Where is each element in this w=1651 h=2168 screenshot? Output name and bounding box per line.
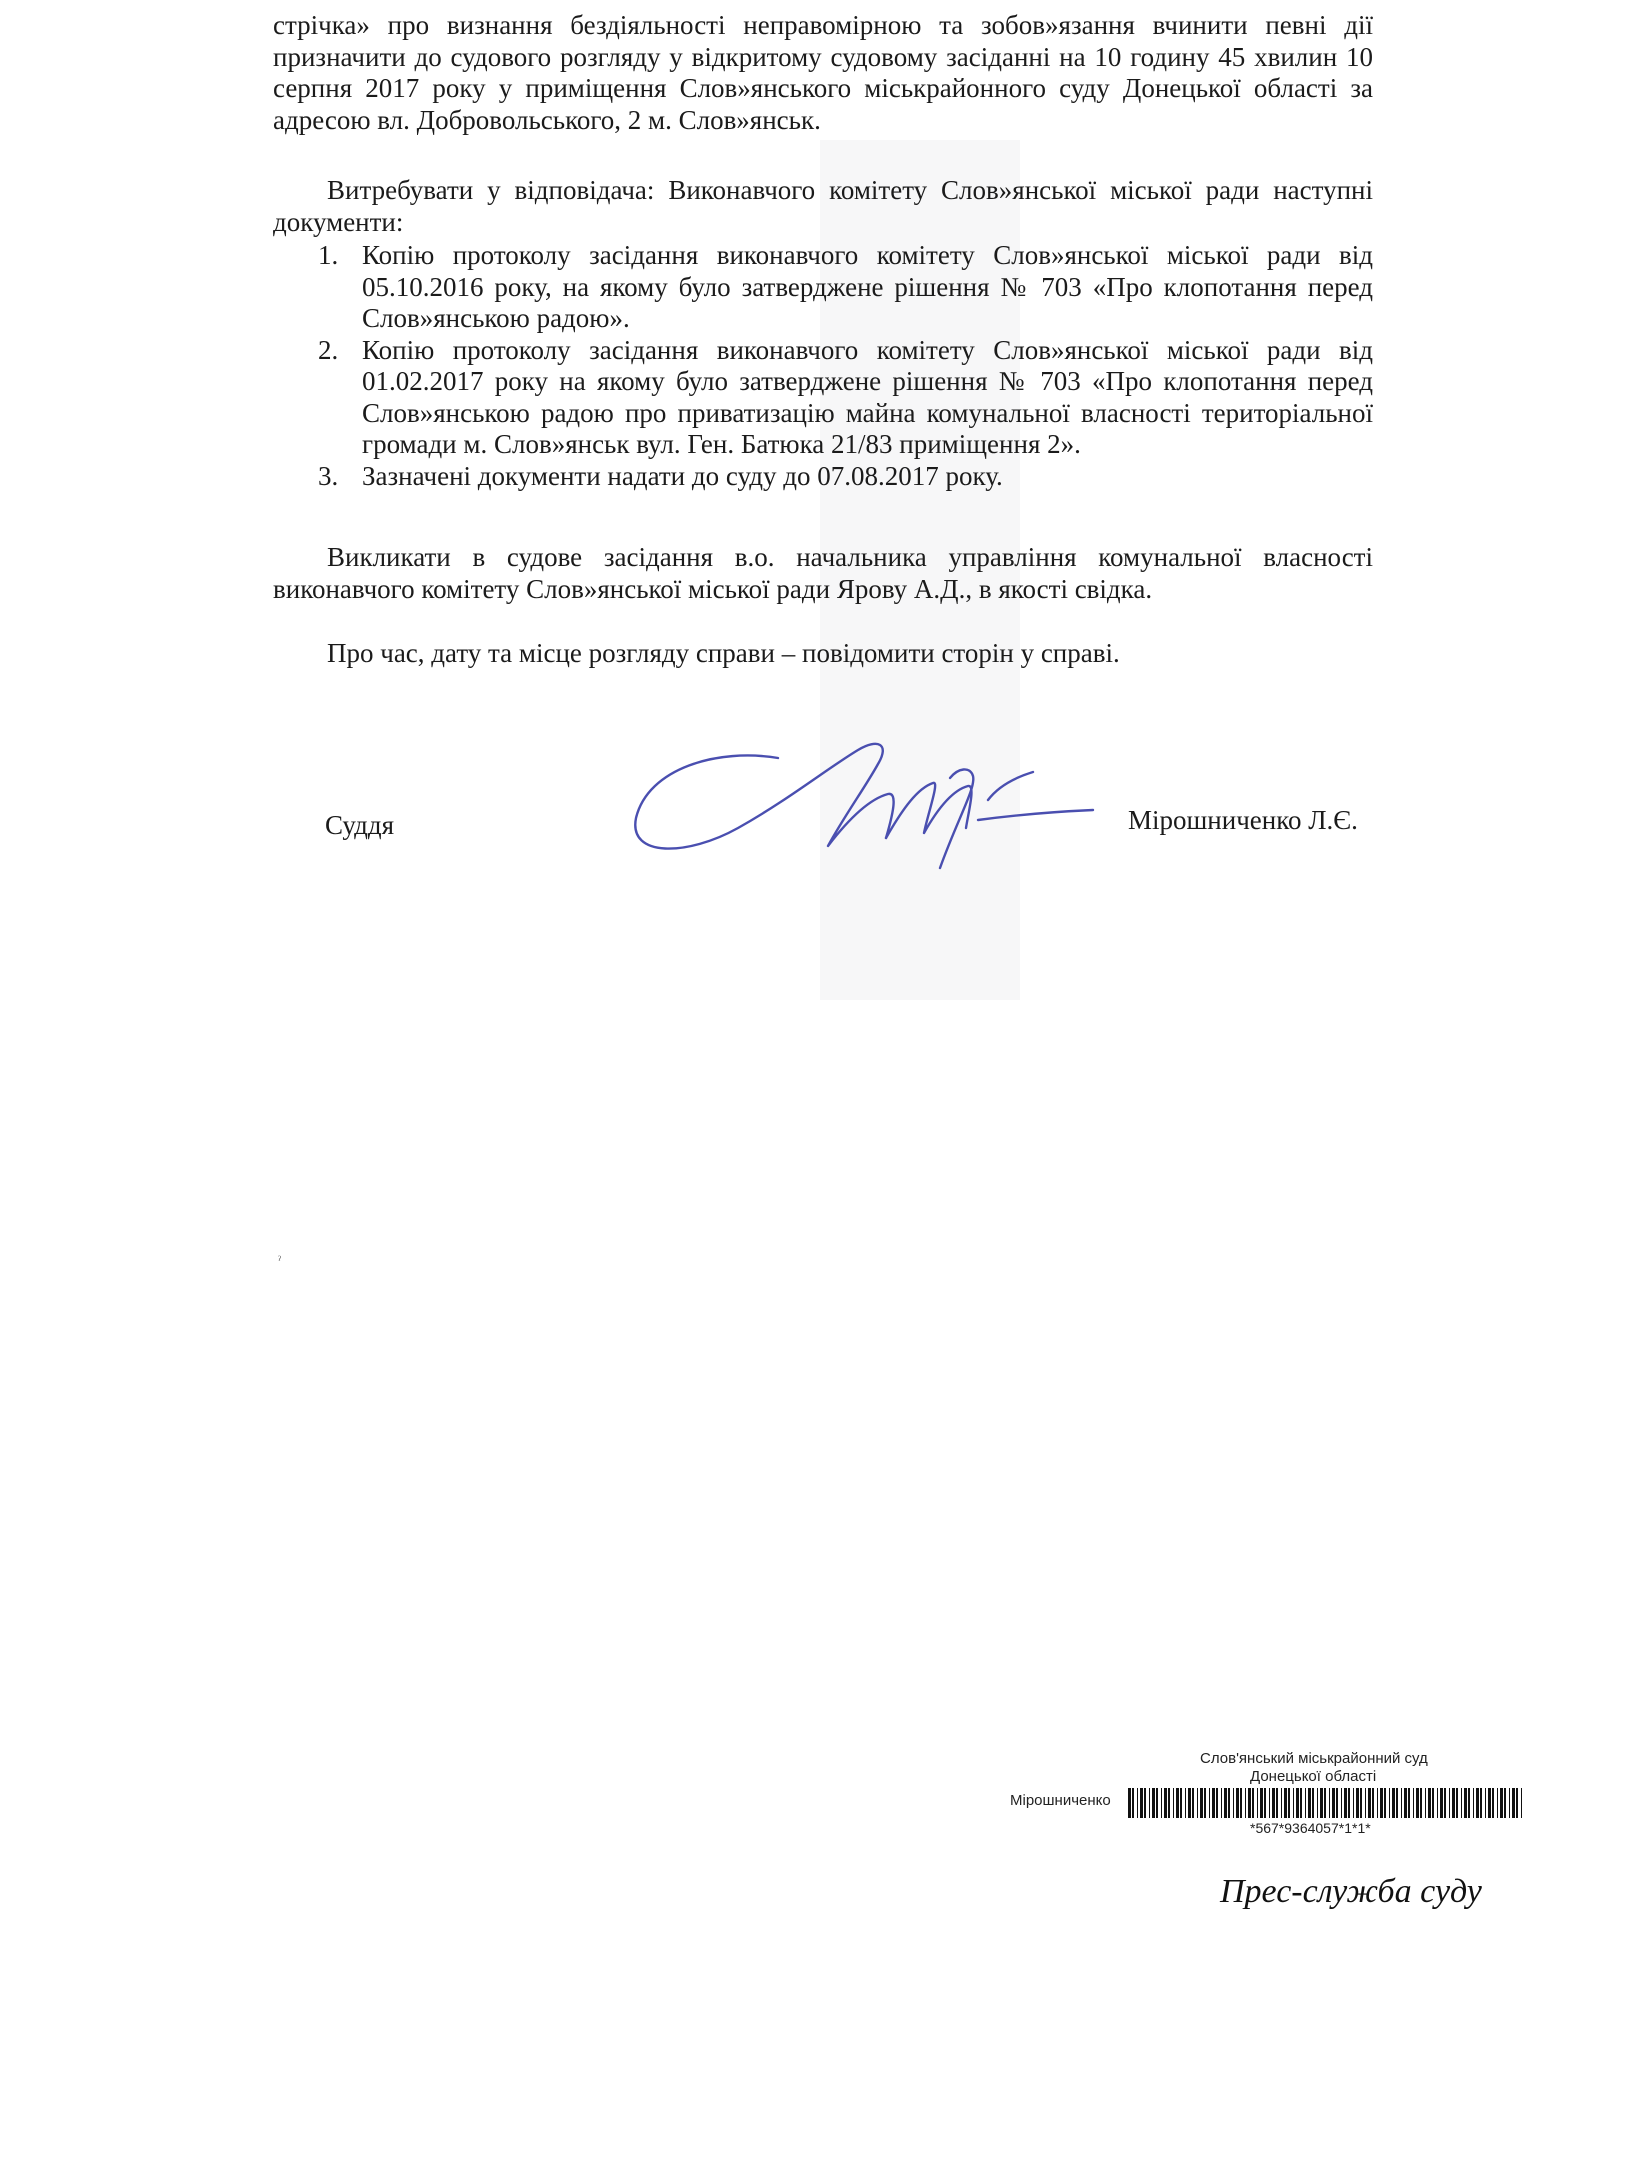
- stray-mark: ˀ: [278, 1253, 281, 1267]
- barcode-bar: [1461, 1788, 1462, 1818]
- barcode-bar: [1204, 1788, 1206, 1818]
- barcode-bar: [1449, 1788, 1450, 1818]
- judge-name: Мірошниченко Л.Є.: [1128, 805, 1358, 835]
- barcode-bar: [1521, 1788, 1522, 1818]
- barcode-bar: [1252, 1788, 1254, 1818]
- barcode-bar: [1264, 1788, 1266, 1818]
- barcode-bar: [1389, 1788, 1390, 1818]
- barcode-bar: [1456, 1788, 1458, 1818]
- barcode-bar: [1188, 1788, 1191, 1818]
- barcode-bar: [1192, 1788, 1194, 1818]
- barcode-bar: [1288, 1788, 1290, 1818]
- barcode-bar: [1221, 1788, 1222, 1818]
- list-item-text: Копію протоколу засідання виконавчого комітету Слов»янської міської ради від 05.10.2016 року, на якому було затверджене рішення № 703 «Про клопотання перед Слов»янською радою».: [362, 240, 1373, 333]
- barcode-bar: [1413, 1788, 1414, 1818]
- witness-text: Викликати в судове засідання в.о. начальника управління комунальної власності виконавчого комітету Слов»янської міської ради Ярову А.Д., в якості свідка.: [273, 542, 1373, 604]
- barcode-bar: [1308, 1788, 1311, 1818]
- documents-list: [318, 240, 1373, 492]
- barcode-bar: [1428, 1788, 1431, 1818]
- list-item-text: Копію протоколу засідання виконавчого комітету Слов»янської міської ради від 01.02.2017 року на якому було затверджене рішення № 703 «Про клопотання перед Слов»янською радою про приватизацію майна комунальної власності територіальної громади м. Слов»янськ вул. Ген. Батюка 21/83 приміщення 2».: [362, 334, 1373, 459]
- barcode-bar: [1437, 1788, 1438, 1818]
- barcode-bar: [1401, 1788, 1402, 1818]
- barcode-bar: [1281, 1788, 1282, 1818]
- barcode-bar: [1485, 1788, 1486, 1818]
- witness-paragraph: [273, 542, 1373, 605]
- barcode-bar: [1144, 1788, 1146, 1818]
- list-item-number: 1.: [318, 240, 339, 270]
- barcode-bar: [1132, 1788, 1134, 1818]
- barcode-bar: [1468, 1788, 1470, 1818]
- barcode-bar: [1497, 1788, 1498, 1818]
- barcode-bar: [1396, 1788, 1398, 1818]
- barcode-bar: [1377, 1788, 1378, 1818]
- barcode-bar: [1512, 1788, 1515, 1818]
- judge-label: Суддя: [325, 810, 395, 840]
- barcode-bar: [1269, 1788, 1270, 1818]
- barcode-bar: [1224, 1788, 1227, 1818]
- barcode-bar: [1156, 1788, 1158, 1818]
- barcode-bar: [1276, 1788, 1278, 1818]
- barcode-bar: [1360, 1788, 1362, 1818]
- barcode-bar: [1305, 1788, 1306, 1818]
- barcode-bar: [1180, 1788, 1182, 1818]
- barcode-bar: [1372, 1788, 1374, 1818]
- barcode-bar: [1452, 1788, 1455, 1818]
- barcode-bar: [1392, 1788, 1395, 1818]
- barcode-bar: [1236, 1788, 1239, 1818]
- hearing-paragraph: [273, 10, 1373, 136]
- barcode-bar: [1336, 1788, 1338, 1818]
- barcode-bar: [1365, 1788, 1366, 1818]
- notify-paragraph: [273, 638, 1373, 670]
- barcode-bar: [1260, 1788, 1263, 1818]
- barcode-bar: [1137, 1788, 1138, 1818]
- barcode-bar: [1425, 1788, 1426, 1818]
- list-item-text: Зазначені документи надати до суду до 07.08.2017 року.: [362, 460, 1003, 491]
- barcode-bar: [1432, 1788, 1434, 1818]
- barcode-bar: [1488, 1788, 1491, 1818]
- barcode-bar: [1176, 1788, 1179, 1818]
- court-barcode-stamp: [1010, 1750, 1530, 1850]
- barcode-bar: [1344, 1788, 1347, 1818]
- notify-text: Про час, дату та місце розгляду справи – повідомити сторін у справі.: [327, 638, 1120, 668]
- barcode-bar: [1173, 1788, 1174, 1818]
- list-item: [318, 335, 1373, 461]
- request-text: Витребувати у відповідача: Виконавчого комітету Слов»янської міської ради наступні документи:: [273, 175, 1373, 237]
- barcode-bar: [1212, 1788, 1215, 1818]
- barcode-bar: [1152, 1788, 1155, 1818]
- barcode: [1126, 1788, 1526, 1818]
- barcode-bar: [1257, 1788, 1258, 1818]
- barcode-bar: [1492, 1788, 1494, 1818]
- barcode-bar: [1300, 1788, 1302, 1818]
- barcode-bar: [1233, 1788, 1234, 1818]
- hearing-text: стрічка» про визнання бездіяльності неправомірною та зобов»язання вчинити певні дії призначити до судового розгляду у відкритому судовому засіданні на 10 годину 45 хвилин 10 серпня 2017 року у приміщення Слов»янського міськрайонного суду Донецької області за адресою вл. Добровольського, 2 м. Слов»янськ.: [273, 10, 1373, 135]
- barcode-bar: [1140, 1788, 1143, 1818]
- barcode-bar: [1284, 1788, 1287, 1818]
- barcode-bar: [1408, 1788, 1410, 1818]
- barcode-bar: [1272, 1788, 1275, 1818]
- barcode-bar: [1317, 1788, 1318, 1818]
- barcode-bar: [1168, 1788, 1170, 1818]
- barcode-bar: [1293, 1788, 1294, 1818]
- barcode-bar: [1248, 1788, 1251, 1818]
- barcode-bar: [1128, 1788, 1131, 1818]
- barcode-bar: [1164, 1788, 1167, 1818]
- barcode-bar: [1197, 1788, 1198, 1818]
- barcode-bar: [1500, 1788, 1503, 1818]
- barcode-bar: [1296, 1788, 1299, 1818]
- barcode-bar: [1185, 1788, 1186, 1818]
- barcode-bar: [1416, 1788, 1419, 1818]
- barcode-bar: [1368, 1788, 1371, 1818]
- barcode-bar: [1384, 1788, 1386, 1818]
- list-item-number: 3.: [318, 460, 339, 491]
- list-item: [318, 240, 1373, 335]
- barcode-bar: [1161, 1788, 1162, 1818]
- stamp-region: Донецької області: [1250, 1768, 1377, 1785]
- barcode-bar: [1480, 1788, 1482, 1818]
- barcode-bar: [1332, 1788, 1335, 1818]
- barcode-bar: [1209, 1788, 1210, 1818]
- barcode-bar: [1348, 1788, 1350, 1818]
- barcode-bar: [1324, 1788, 1326, 1818]
- press-service-label: Прес-служба суду: [1220, 1873, 1482, 1910]
- judge-signature: [628, 728, 1098, 878]
- barcode-bar: [1245, 1788, 1246, 1818]
- barcode-bar: [1516, 1788, 1518, 1818]
- list-item: [318, 461, 1373, 493]
- barcode-bar: [1504, 1788, 1506, 1818]
- barcode-bar: [1353, 1788, 1354, 1818]
- list-item-number: 2.: [318, 334, 339, 365]
- barcode-bar: [1320, 1788, 1323, 1818]
- barcode-bar: [1312, 1788, 1314, 1818]
- barcode-bar: [1444, 1788, 1446, 1818]
- barcode-bar: [1476, 1788, 1479, 1818]
- barcode-bar: [1404, 1788, 1407, 1818]
- barcode-bar: [1473, 1788, 1474, 1818]
- barcode-bar: [1228, 1788, 1230, 1818]
- barcode-bar: [1380, 1788, 1383, 1818]
- barcode-bar: [1200, 1788, 1203, 1818]
- barcode-bar: [1420, 1788, 1422, 1818]
- request-paragraph: [273, 175, 1373, 238]
- barcode-bar: [1240, 1788, 1242, 1818]
- barcode-code: *567*9364057*1*1*: [1250, 1820, 1371, 1836]
- barcode-bar: [1341, 1788, 1342, 1818]
- barcode-bar: [1149, 1788, 1150, 1818]
- barcode-bar: [1440, 1788, 1443, 1818]
- barcode-bar: [1356, 1788, 1359, 1818]
- stamp-court-name: Слов'янський міськрайонний суд: [1200, 1750, 1428, 1767]
- barcode-bar: [1464, 1788, 1467, 1818]
- barcode-bar: [1509, 1788, 1510, 1818]
- barcode-bar: [1329, 1788, 1330, 1818]
- stamp-judge: Мірошниченко: [1010, 1792, 1111, 1809]
- barcode-bar: [1216, 1788, 1218, 1818]
